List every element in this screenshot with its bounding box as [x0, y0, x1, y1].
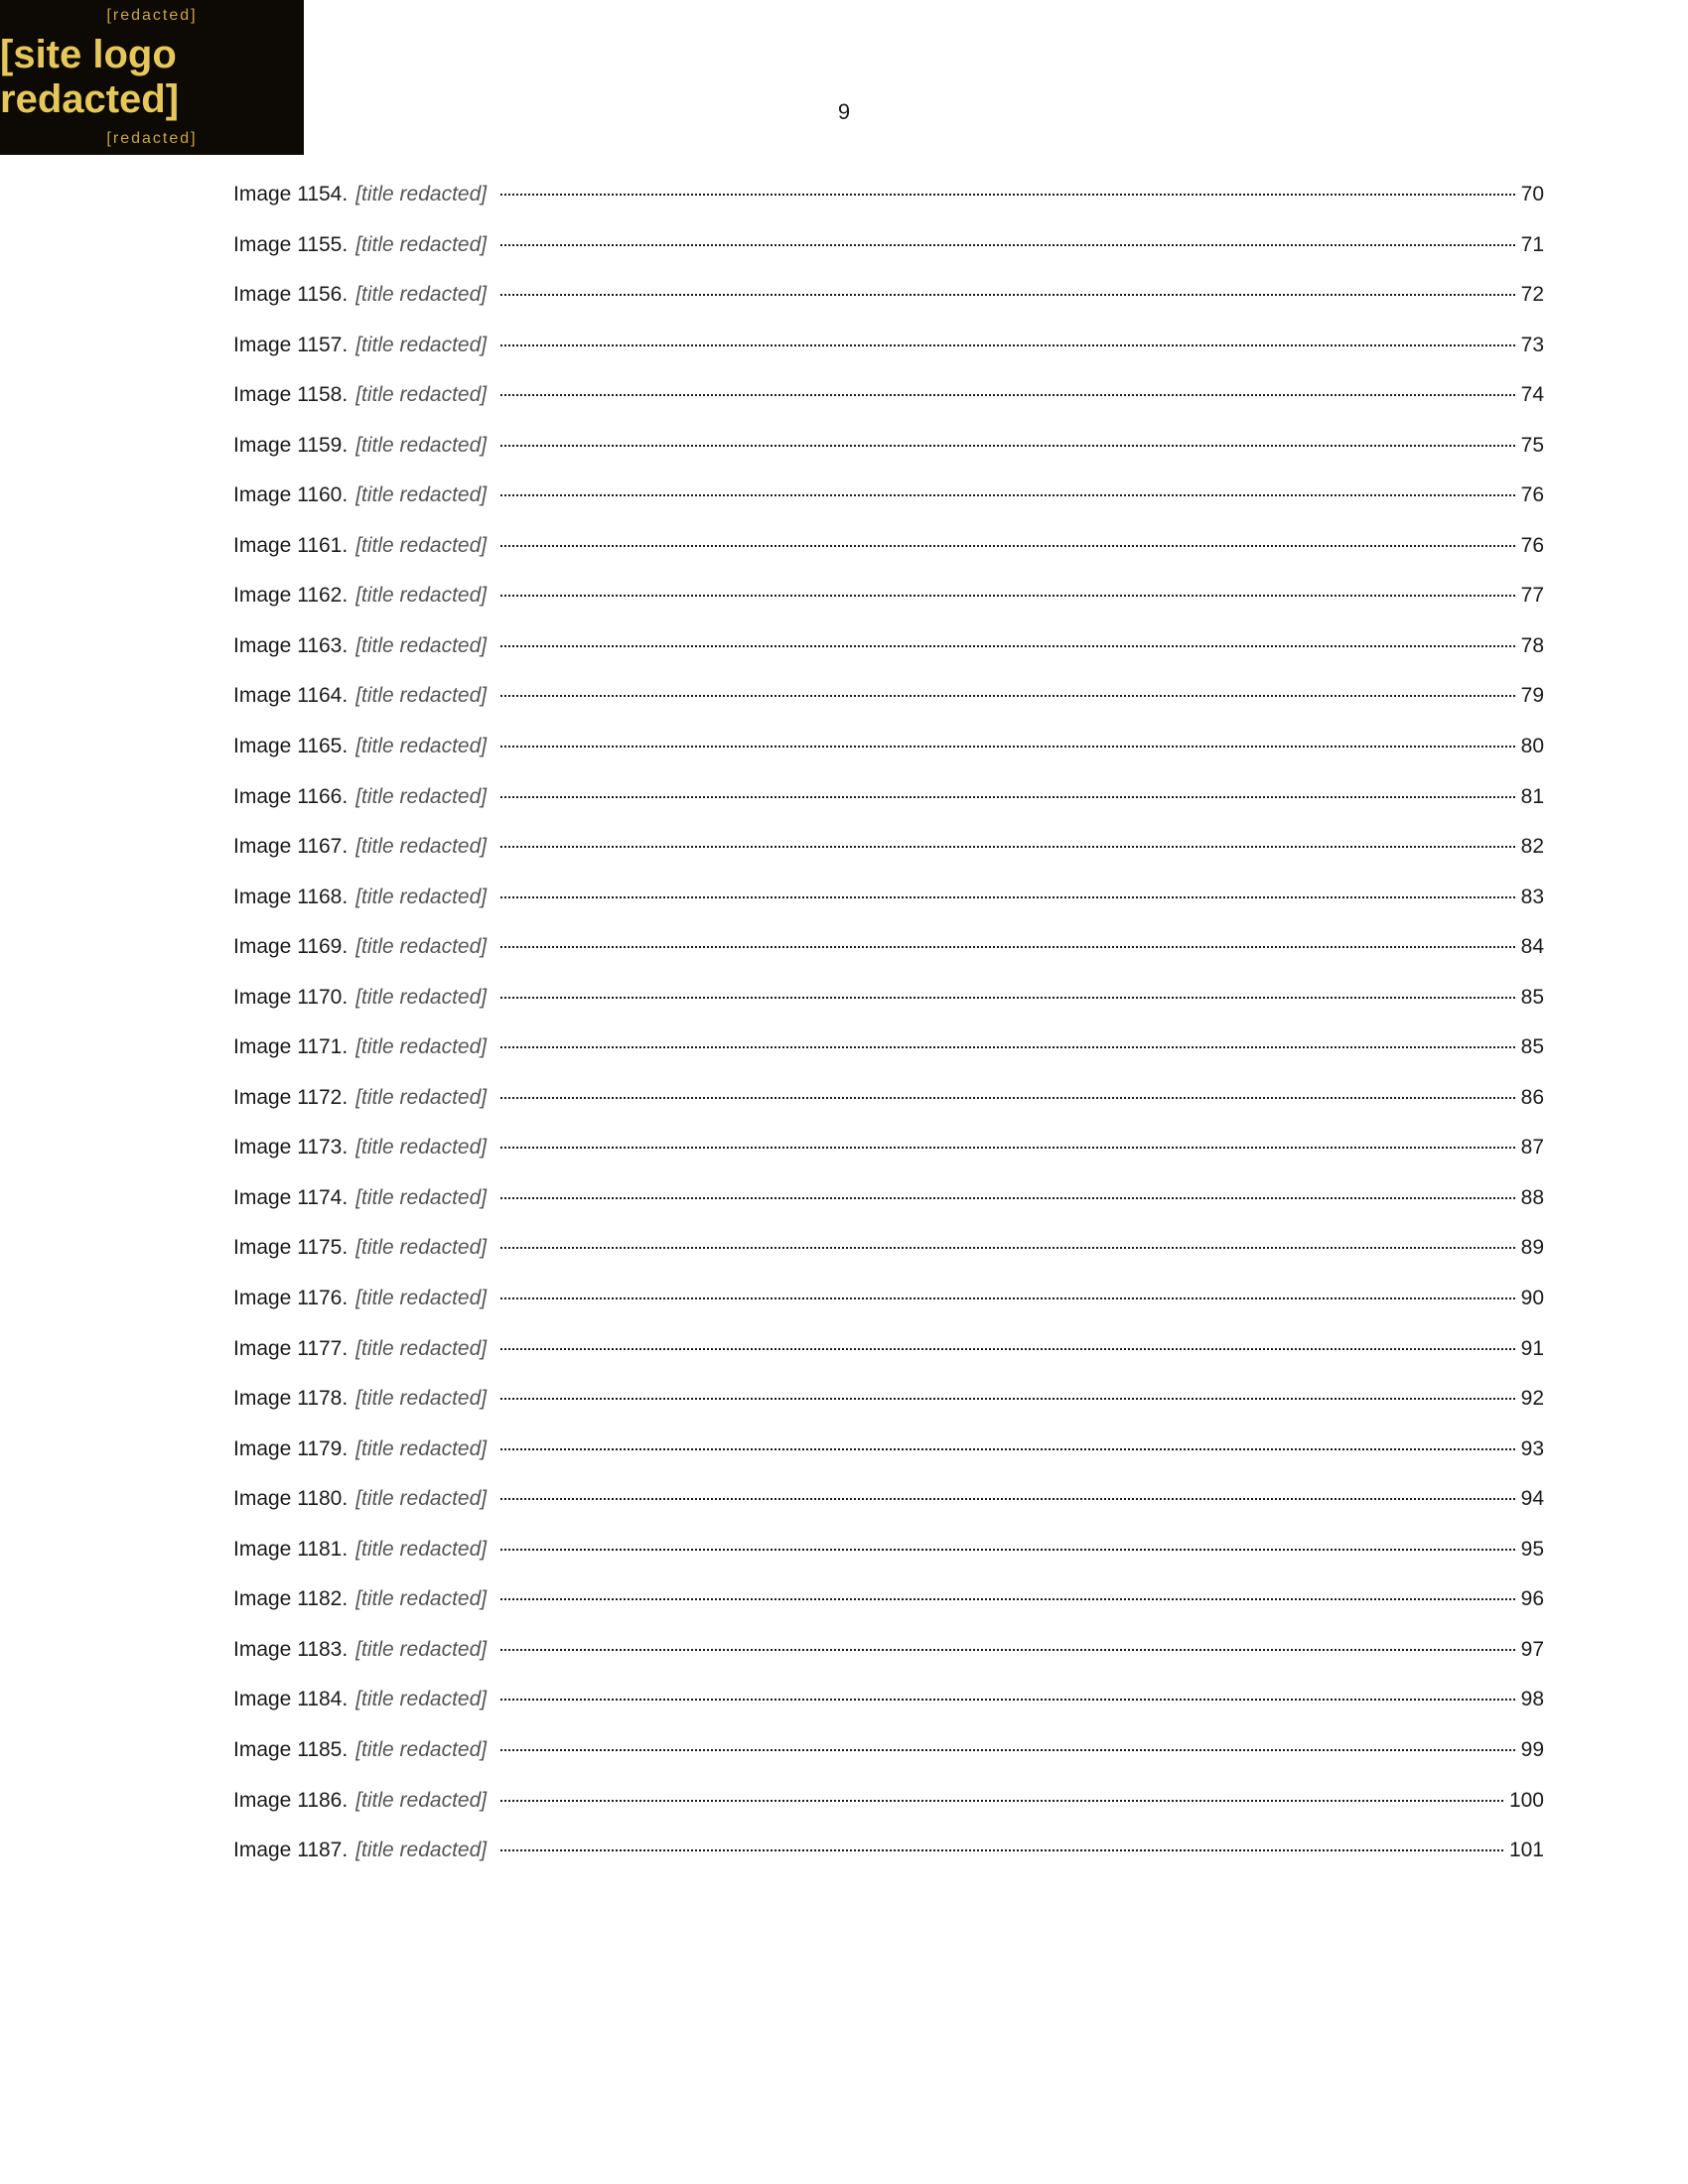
entry-label: Image 1165.: [233, 735, 349, 758]
dotted-leader: [500, 1849, 1503, 1851]
entry-page-number: 84: [1520, 935, 1544, 959]
entry-page-number: 97: [1520, 1637, 1544, 1661]
entry-page-number: 86: [1520, 1085, 1544, 1109]
entry-page-number: 75: [1520, 433, 1544, 457]
entry-label: Image 1184.: [233, 1688, 349, 1711]
dotted-leader: [500, 1147, 1515, 1149]
entry-title-redacted: [title redacted]: [355, 935, 488, 959]
entry-label: Image 1176.: [233, 1287, 349, 1310]
toc-entry: [233, 1433, 1544, 1466]
dotted-leader: [500, 394, 1515, 396]
entry-label: Image 1162.: [233, 584, 349, 608]
entry-page-number: 98: [1520, 1688, 1544, 1711]
entry-title-redacted: [title redacted]: [355, 1387, 488, 1411]
entry-page-number: 101: [1508, 1839, 1544, 1862]
entry-label: Image 1157.: [233, 333, 349, 356]
entry-title-redacted: [title redacted]: [355, 684, 488, 708]
entry-label: Image 1183.: [233, 1637, 349, 1661]
entry-page-number: 70: [1520, 183, 1544, 205]
toc-entry: [233, 179, 1544, 211]
entry-title-redacted: [title redacted]: [355, 885, 488, 908]
entry-page-number: 85: [1520, 985, 1544, 1009]
dotted-leader: [500, 796, 1515, 798]
entry-label: Image 1161.: [233, 533, 349, 557]
entry-page-number: 74: [1520, 383, 1544, 407]
entry-page-number: 80: [1520, 735, 1544, 758]
dotted-leader: [500, 1749, 1515, 1751]
entry-page-number: 95: [1520, 1537, 1544, 1561]
toc-entry: [233, 1082, 1544, 1115]
dotted-leader: [500, 1649, 1515, 1651]
dotted-leader: [500, 1247, 1515, 1249]
entry-title-redacted: [title redacted]: [355, 1637, 488, 1661]
dotted-leader: [500, 545, 1515, 547]
entry-label: Image 1156.: [233, 283, 349, 307]
entry-label: Image 1168.: [233, 885, 349, 908]
entry-title-redacted: [title redacted]: [355, 1587, 488, 1611]
entry-page-number: 87: [1520, 1136, 1544, 1160]
dotted-leader: [500, 1448, 1515, 1450]
logo-bottom-text: [redacted]: [106, 130, 198, 147]
toc-entry: [233, 1132, 1544, 1164]
entry-title-redacted: [title redacted]: [355, 735, 488, 758]
dotted-leader: [500, 1598, 1515, 1600]
dotted-leader: [500, 695, 1515, 697]
toc-entry: [233, 1634, 1544, 1667]
entry-page-number: 96: [1520, 1587, 1544, 1611]
entry-label: Image 1178.: [233, 1387, 349, 1411]
toc-entry: [233, 1283, 1544, 1315]
dotted-leader: [500, 244, 1515, 246]
entry-page-number: 85: [1520, 1035, 1544, 1059]
toc-entry: [233, 781, 1544, 814]
toc-entry: [233, 1835, 1544, 1867]
entry-title-redacted: [title redacted]: [355, 1487, 488, 1511]
entry-label: Image 1172.: [233, 1085, 349, 1109]
toc-entry: [233, 229, 1544, 262]
entry-page-number: 79: [1520, 684, 1544, 708]
entry-title-redacted: [title redacted]: [355, 232, 488, 256]
entry-title-redacted: [title redacted]: [355, 1035, 488, 1059]
entry-title-redacted: [title redacted]: [355, 584, 488, 608]
toc-entry: [233, 330, 1544, 362]
entry-title-redacted: [title redacted]: [355, 985, 488, 1009]
toc-entry: [233, 630, 1544, 663]
dotted-leader: [500, 445, 1515, 447]
entry-label: Image 1170.: [233, 985, 349, 1009]
toc-entry: [233, 882, 1544, 914]
entry-title-redacted: [title redacted]: [355, 1688, 488, 1711]
dotted-leader: [500, 1097, 1515, 1099]
toc-entry: [233, 831, 1544, 864]
dotted-leader: [500, 344, 1515, 346]
toc-entry: [233, 1785, 1544, 1818]
entry-page-number: 100: [1508, 1788, 1544, 1812]
toc-entry: [233, 931, 1544, 964]
toc-entry: [233, 580, 1544, 613]
entry-label: Image 1185.: [233, 1737, 349, 1761]
dotted-leader: [500, 896, 1515, 898]
dotted-leader: [500, 1197, 1515, 1199]
toc-entry: [233, 1333, 1544, 1366]
entry-label: Image 1167.: [233, 835, 349, 859]
toc-entry: [233, 680, 1544, 713]
entry-title-redacted: [title redacted]: [355, 183, 488, 205]
dotted-leader: [500, 1800, 1503, 1802]
dotted-leader: [500, 846, 1515, 848]
entry-label: Image 1155.: [233, 232, 349, 256]
entry-page-number: 78: [1520, 633, 1544, 657]
entry-page-number: 92: [1520, 1387, 1544, 1411]
dotted-leader: [500, 1699, 1515, 1701]
entry-title-redacted: [title redacted]: [355, 633, 488, 657]
toc-entry: [233, 1684, 1544, 1716]
entry-page-number: 71: [1520, 232, 1544, 256]
entry-label: Image 1180.: [233, 1487, 349, 1511]
entry-title-redacted: [title redacted]: [355, 1436, 488, 1460]
entry-label: Image 1154.: [233, 183, 349, 205]
dotted-leader: [500, 946, 1515, 948]
entry-label: Image 1169.: [233, 935, 349, 959]
entry-title-redacted: [title redacted]: [355, 835, 488, 859]
entry-page-number: 88: [1520, 1185, 1544, 1209]
entry-page-number: 77: [1520, 584, 1544, 608]
dotted-leader: [500, 1348, 1515, 1350]
entry-page-number: 76: [1520, 533, 1544, 557]
entry-title-redacted: [title redacted]: [355, 283, 488, 307]
entry-label: Image 1158.: [233, 383, 349, 407]
dotted-leader: [500, 595, 1515, 597]
dotted-leader: [500, 1297, 1515, 1299]
entry-title-redacted: [title redacted]: [355, 333, 488, 356]
toc-entry: [233, 731, 1544, 763]
dotted-leader: [500, 746, 1515, 748]
entry-label: Image 1186.: [233, 1788, 349, 1812]
entry-label: Image 1177.: [233, 1336, 349, 1360]
dotted-leader: [500, 194, 1515, 196]
entry-label: Image 1179.: [233, 1436, 349, 1460]
entry-title-redacted: [title redacted]: [355, 533, 488, 557]
dotted-leader: [500, 1549, 1515, 1551]
dotted-leader: [500, 1498, 1515, 1500]
toc-entry: [233, 530, 1544, 563]
entry-title-redacted: [title redacted]: [355, 1136, 488, 1160]
logo-name-text: [site logo redacted]: [0, 33, 180, 121]
entry-page-number: 82: [1520, 835, 1544, 859]
entry-title-redacted: [title redacted]: [355, 784, 488, 808]
entry-page-number: 73: [1520, 333, 1544, 356]
entry-page-number: 89: [1520, 1236, 1544, 1260]
table-of-contents: [233, 179, 1544, 1885]
entry-title-redacted: [title redacted]: [355, 433, 488, 457]
dotted-leader: [500, 1046, 1515, 1048]
entry-title-redacted: [title redacted]: [355, 1788, 488, 1812]
dotted-leader: [500, 645, 1515, 647]
entry-title-redacted: [title redacted]: [355, 1737, 488, 1761]
entry-page-number: 72: [1520, 283, 1544, 307]
entry-page-number: 90: [1520, 1287, 1544, 1310]
toc-entry: [233, 279, 1544, 312]
entry-label: Image 1160.: [233, 483, 349, 507]
entry-title-redacted: [title redacted]: [355, 1236, 488, 1260]
entry-page-number: 99: [1520, 1737, 1544, 1761]
entry-label: Image 1173.: [233, 1136, 349, 1160]
entry-title-redacted: [title redacted]: [355, 483, 488, 507]
entry-page-number: 91: [1520, 1336, 1544, 1360]
entry-page-number: 94: [1520, 1487, 1544, 1511]
toc-entry: [233, 379, 1544, 412]
entry-title-redacted: [title redacted]: [355, 383, 488, 407]
entry-label: Image 1187.: [233, 1839, 349, 1862]
entry-page-number: 83: [1520, 885, 1544, 908]
toc-entry: [233, 1534, 1544, 1567]
toc-entry: [233, 1031, 1544, 1064]
entry-label: Image 1182.: [233, 1587, 349, 1611]
entry-label: Image 1164.: [233, 684, 349, 708]
toc-entry: [233, 1734, 1544, 1767]
entry-title-redacted: [title redacted]: [355, 1185, 488, 1209]
toc-entry: [233, 479, 1544, 512]
entry-page-number: 81: [1520, 784, 1544, 808]
entry-label: Image 1171.: [233, 1035, 349, 1059]
toc-entry: [233, 430, 1544, 463]
toc-entry: [233, 1182, 1544, 1215]
dotted-leader: [500, 494, 1515, 496]
entry-title-redacted: [title redacted]: [355, 1336, 488, 1360]
toc-entry: [233, 1383, 1544, 1416]
entry-page-number: 93: [1520, 1436, 1544, 1460]
toc-entry: [233, 1483, 1544, 1516]
site-logo: [0, 0, 304, 155]
toc-entry: [233, 982, 1544, 1015]
entry-label: Image 1174.: [233, 1185, 349, 1209]
entry-title-redacted: [title redacted]: [355, 1839, 488, 1862]
entry-label: Image 1159.: [233, 433, 349, 457]
entry-label: Image 1163.: [233, 633, 349, 657]
entry-title-redacted: [title redacted]: [355, 1085, 488, 1109]
entry-label: Image 1175.: [233, 1236, 349, 1260]
toc-entry: [233, 1232, 1544, 1265]
entry-label: Image 1181.: [233, 1537, 349, 1561]
dotted-leader: [500, 997, 1515, 999]
entry-page-number: 76: [1520, 483, 1544, 507]
entry-title-redacted: [title redacted]: [355, 1287, 488, 1310]
toc-entry: [233, 1583, 1544, 1616]
dotted-leader: [500, 294, 1515, 296]
dotted-leader: [500, 1398, 1515, 1400]
page-number: 9: [837, 99, 851, 124]
entry-label: Image 1166.: [233, 784, 349, 808]
logo-top-text: [redacted]: [106, 7, 198, 24]
entry-title-redacted: [title redacted]: [355, 1537, 488, 1561]
